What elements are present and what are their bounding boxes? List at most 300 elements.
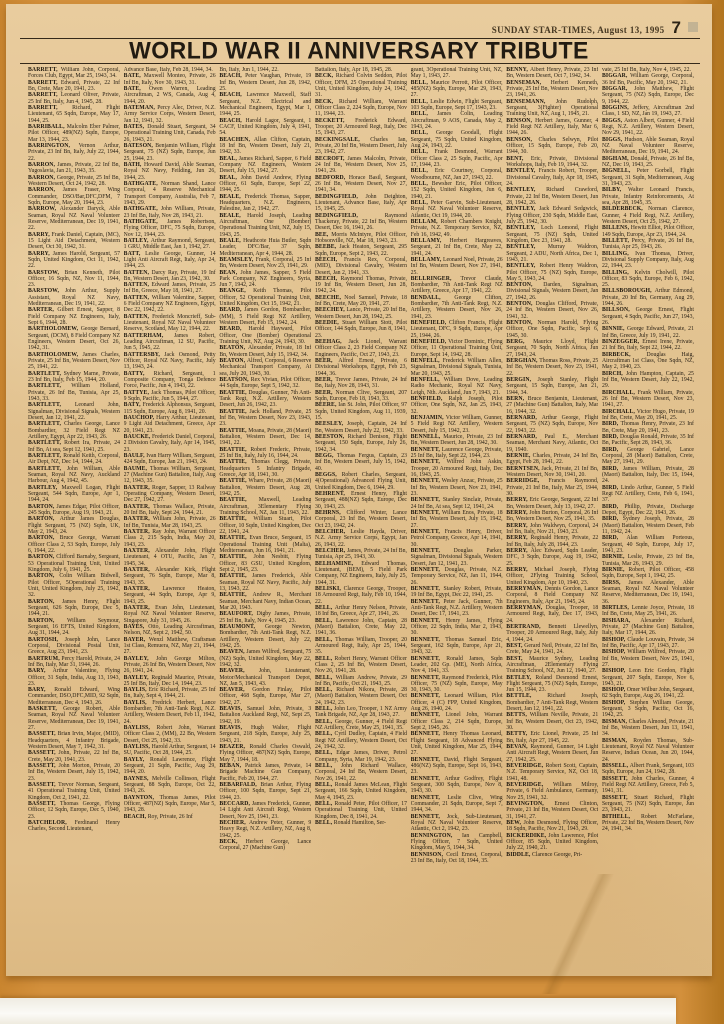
tribute-entry: BERRY, Eric George, Sergeant, 22 Inf Bn, Western Desert, July 13, 1942, 27. bbox=[506, 497, 599, 510]
surname: BEVINGTON, bbox=[506, 801, 555, 808]
surname: BENNETT, bbox=[410, 794, 448, 801]
tribute-entry: BEAL, James Richard, Sapper, 6 Field Company NZ Engineers, Western Desert, July 15, 1942, 27. bbox=[219, 155, 312, 175]
surname: BIRCHALL, bbox=[601, 408, 637, 415]
tribute-entry: BEARD, James Gordon, Bombardier, (MM), 5 Field Regt NZ Artillery, Western Desert, Feb 15, 1942, 24. bbox=[219, 307, 312, 327]
tribute-entry: BARRIBALL, Malcolm Eber Palmer, Pilot Officer, 489(NZ) Sqdn, Europe, Mar 13, 1944, 23. bbox=[28, 123, 120, 143]
obituary-column bbox=[28, 67, 120, 927]
surname: BENNETT, bbox=[410, 655, 447, 662]
surname: BISHOP, bbox=[601, 699, 630, 706]
surname: BENNETT, bbox=[410, 617, 446, 624]
tribute-entry: BEECHEY, Lance, Private, 20 Inf Bn, Western Desert, Jun 28, 1942, 25. bbox=[314, 307, 407, 320]
tribute-entry: BATY, Frederick Alphonsus, Sergeant, 115 Sqdn, Europe, Aug 8, 1941, 20. bbox=[123, 402, 216, 415]
tribute-entry: BEATTIE, Andrew R., Merchant Seaman, Merchant Navy, Indian Ocean, Mar 20, 1943. bbox=[219, 592, 312, 611]
tribute-entry: BIRD, Sydney Joseph, Private, 28 (Maori) Battalion, Western Desert, Feb 11, 1942, 24. bbox=[601, 516, 694, 535]
surname: BIRTLES, bbox=[601, 604, 632, 611]
tribute-entry: BELL, Frank Desmond, Warrant Officer Class 2, 25 Sqdn, Pacific, Apr 17, 1944, 23. bbox=[410, 149, 503, 168]
surname: BECK, bbox=[314, 73, 336, 80]
surname: BENFELL, bbox=[410, 358, 443, 365]
tribute-entry: BEATSON, Rex Vivian, Pilot Officer, 44 Sqdn, Europe, Sept 5, 1942, 32. bbox=[219, 377, 312, 390]
tribute-entry: BISHOP, William Wilfred, Private, 20 Inf Bn, Western Desert, Nov 25, 1941, 27. bbox=[601, 649, 694, 668]
tribute-entry: BENNETT, Ronald James, Sqdn Leader, 202 Gp. (ME), North Africa, Nov 4, 1941, 33. bbox=[410, 655, 503, 675]
surname: BARTLETT, bbox=[28, 465, 67, 472]
surname: BARTRUM, bbox=[28, 655, 62, 662]
surname: BILLING, bbox=[601, 269, 635, 276]
tribute-entry: BELL, Bewsher Eric, Pilot Officer, 152 Sqdn, United Kingdom, Jun 6, 1940, 21. bbox=[410, 180, 503, 200]
tribute-entry: BELL, Lawrence John, Captain, 28 (Maori) Battalion, Crete, May 22, 1941, 36. bbox=[314, 617, 407, 637]
tribute-entry: BEGG, Thomas Fergus, Captain, 23 Inf Bn, Western Desert, July 15, 1942, 40. bbox=[314, 453, 407, 472]
tribute-entry: BEACHEN, Allan Clifton, Captain, 18 Inf Bn, Western Desert, July 21, 1942, 33. bbox=[219, 136, 312, 156]
surname: BARSTOW, bbox=[28, 269, 65, 276]
surname: BELHAMINE, bbox=[314, 560, 362, 567]
tribute-entry: BELL, John Richard Wallace, Corporal, 24 Inf Bn, Western Desert, Nov 26, 1941, 22. bbox=[314, 763, 407, 782]
surname: BENEFIELD, bbox=[410, 339, 449, 346]
tribute-entry: BATLEY, Arthur Raymond, Sergeant, 1 GRU, Middle East, Jan 1, 1942, 27. bbox=[123, 237, 216, 251]
tribute-entry: BEDFORD, Horace Basil, Sergeant, 26 Inf Bn, Western Desert, Nov 27, 1941, 34. bbox=[314, 174, 407, 194]
surname: BIRD, bbox=[601, 465, 623, 472]
tribute-entry: BENSON, Charles Selwyn, Pilot Officer, 15 Sqdn, Europe, Feb 20, 1944, 30. bbox=[506, 136, 599, 156]
tribute-entry: BELL, Peter Garvin, Sub-Lieutenant, Royal NZ Naval Volunteer Reserve, Atlantic, Oct 19, 1944, 20. bbox=[410, 199, 503, 219]
surname: BEEDIE, bbox=[314, 320, 343, 327]
surname: BECK, bbox=[219, 839, 246, 846]
surname: BENFIELD, bbox=[410, 396, 449, 403]
surname: BEATTIE, bbox=[219, 554, 254, 561]
tribute-entry: BARRINGTON, Vernon Arthur, Private, 23 Inf Bn, Italy, July 22, 1944, 22. bbox=[28, 142, 120, 162]
surname: BAUCHOP, bbox=[123, 415, 157, 422]
tribute-entry: BENNISON, Cecil Ernest, Corporal, 23 Inf Bn, Italy, Oct 18, 1944, 35. bbox=[410, 851, 503, 865]
surname: BEATSON, bbox=[219, 377, 251, 384]
tribute-entry: BERNIE, Charles, Private, 24 Inf Bn, Egypt, Feb 28, 1941, 22. bbox=[506, 453, 599, 466]
surname: BIRNIE, bbox=[601, 554, 628, 561]
tribute-entry: BATE, Owen Warren, Leading Aircraftman, 2 WS, Canada, Aug 4, 1944, 20. bbox=[123, 85, 216, 105]
surname: BERRIDGE, bbox=[506, 478, 549, 485]
surname: BEAVIS, bbox=[219, 725, 251, 732]
tribute-entry: BATTERHAM, James Robert, Leading Aircraftman, 12 SU, Pacific, Jun 5, 1945, 22. bbox=[123, 332, 216, 352]
tribute-entry: BATTEN, Darcy Ray, Private, 19 Inf Bn, Western Desert, Jan 23, 1942, 30. bbox=[123, 269, 216, 282]
tribute-entry: BISHOP, Leon Eric Gordon, Flight Sergeant, 207 Sqdn, Europe, Nov 6, 1943, 21. bbox=[601, 668, 694, 687]
surname: BISHOP, bbox=[601, 636, 628, 643]
tribute-entry: BAYLEY, Reginald Maurice, Private, 25 Inf Bn, Italy, Dec 14, 1944, 23. bbox=[123, 674, 216, 687]
tribute-entry: BATCHELOR, Ferdinand Henry Charles, Second Lieutenant, bbox=[28, 820, 120, 833]
surname: BIGHAM, bbox=[601, 155, 631, 162]
surname: BEECH, bbox=[314, 256, 344, 263]
surname: BEER, bbox=[314, 377, 336, 384]
surname: BEACH, bbox=[123, 813, 148, 820]
tribute-entry: BILLENS, Hewitt Elliot, Pilot Officer, 149 Sqdn, Europe, Apr 23, 1944, 24. bbox=[601, 225, 694, 238]
surname: BAXTER, bbox=[123, 528, 153, 535]
tribute-entry: BERN, Bruce Benjamin, Lieutenant, 27 (Machine Gun) Battalion, Italy, Mar 16, 1944, 32. bbox=[506, 396, 599, 415]
surname: BECKETT, bbox=[314, 117, 356, 124]
surname: BENTLEY, bbox=[506, 187, 547, 194]
tribute-entry: BAUME, Thomas William, Sergeant, 27 (Machine Gun) Battalion, Italy, Aug 12, 1943, 35. bbox=[123, 465, 216, 485]
tribute-entry: BEDINGFIELD, John Deighton, Lieutenant, Advance Base, Italy, Apr 15, 1945, 25. bbox=[314, 193, 407, 213]
tribute-entry: BASSETT, John, Private, 22 Inf Bn, Crete, May 20, 1941, 23. bbox=[28, 750, 120, 763]
surname: BELLAM, bbox=[410, 218, 441, 225]
surname: BAYNTON, bbox=[123, 794, 160, 801]
tribute-entry: BATTEN, Edward James, Private, 25 Inf Bn, Greece, May 18, 1941, 27. bbox=[123, 282, 216, 295]
tribute-entry: BARTON, Bruce George, Warrant Officer Class 2, 53 Sqdn, Europe, July 6, 1944, 22. bbox=[28, 535, 120, 554]
surname: BELL, bbox=[314, 731, 335, 738]
tribute-entry: BELCHER, Leslie Hayda, Driver, N.Z. Army Service Corps, Egypt, Jan 26, 1943, 22. bbox=[314, 528, 407, 548]
surname: BERGHAN, bbox=[506, 358, 540, 365]
tribute-entry: BELL, Cyril Dudley, Captain, 4 Field Regt NZ Artillery, Western Desert, Oct 24, 1942, 32. bbox=[314, 731, 407, 751]
tribute-entry: BINZEGGER, Ernest Irene, Private, 21 Inf Bn, Italy, Sept 22, 1944, 22. bbox=[601, 339, 694, 352]
surname: BEERE, bbox=[314, 402, 339, 409]
surname: BEDINGFIELD, bbox=[314, 212, 385, 219]
surname: BELL, bbox=[314, 687, 337, 694]
surname: BEAUMONT, bbox=[219, 623, 266, 630]
surname: BENTON, bbox=[506, 320, 538, 327]
tribute-entry: BAXTER, Alexander Kirk, Flight Sergeant, 76 Sqdn, Europe, Mar 8, 1943, 35. bbox=[123, 566, 216, 586]
tribute-entry: BECCARD, James Frederick, Gunner, 14 Light Anti Aircraft Regt, Western Desert, Nov 25, 1941, 23. bbox=[219, 801, 312, 820]
surname: BEDINGFIELD, bbox=[314, 193, 366, 200]
surname: BARRIBALL, bbox=[28, 123, 67, 130]
tribute-entry: BELL, Maurice Perrott, Pilot Officer, 485(NZ) Sqdn, Europe, Mar 29, 1943, 27. bbox=[410, 79, 503, 99]
tribute-entry: BENSEMAN, Herbert Kenneth, Private, 25 Inf Bn, Western Desert, Nov 23, 1941, 26. bbox=[506, 79, 599, 99]
surname: BETTY, bbox=[506, 731, 531, 738]
tribute-entry: Battalion, Italy, Apr 18, 1945, 28. bbox=[314, 67, 393, 73]
surname: BARTON, bbox=[28, 554, 57, 561]
tribute-entry: BEESLEY, Joseph, Captain, 24 Inf Bn, Western Desert, July 22, 1942, 33. bbox=[314, 421, 407, 434]
surname: BATTEN, bbox=[123, 313, 153, 320]
surname: BENNETT, bbox=[410, 598, 444, 605]
tribute-entry: BIGGINS, Jeffery, Aircraftman 2nd Class, 1 SD, NZ, Jan 19, 1943, 27. bbox=[601, 104, 694, 118]
tribute-entry: BILLING, Ivan Thomas, Driver, Divisional Supply Company, Italy, Aug 22, 1944, 23. bbox=[601, 250, 694, 270]
surname: BERRY, bbox=[506, 535, 531, 542]
tribute-entry: BENEFIELD, Clifton Francis, Flight Lieutenant, DFC, 9 Sqdn, Europe, Apr 25, 1944, 26. bbox=[410, 320, 503, 339]
tribute-entry: BARTLEY, Maxwell Logan, Flight Sergeant, 544 Sqdn, Europe, Apr 1, 1944, 24. bbox=[28, 484, 120, 504]
surname: BEATTIE, bbox=[219, 408, 250, 415]
tribute-entry: BEATTIE, Thomas Clegg, Private, Headquarters 5 Infantry Brigade, Greece, Apr 18, 1941, 30. bbox=[219, 459, 312, 478]
surname: BAYLIS, bbox=[123, 687, 149, 694]
tribute-entry: BAXTER, William John, Private, 26 Inf Bn, Tunisia, Mar 28, 1943, 25. bbox=[123, 516, 216, 529]
tribute-entry: BIRD, James William, Private, 28 (Maori) Battalion, Italy, Dec 15, 1944, 24. bbox=[601, 465, 694, 485]
surname: BEATON, bbox=[219, 358, 247, 365]
surname: BENNELL, bbox=[410, 434, 444, 441]
surname: BAYLISS, bbox=[123, 725, 157, 732]
surname: BELL, bbox=[410, 149, 435, 156]
tribute-entry: BEAMSLEY, Frank, Corporal, 25 Inf Bn, Western Desert, Nov 23, 1941, 29. bbox=[219, 256, 312, 270]
tribute-entry: BELL, James Colin, Leading Aircraftman, 9 AOS, Canada, May 2, 1943, 24. bbox=[410, 111, 503, 130]
tribute-entry: BETTLE, Richard Joseph, Bombardier, 7 Anti-Tank Regt, Western Desert, Jan 12, 1941, 22. bbox=[506, 693, 599, 713]
tribute-entry: BEAVEN, James Wilfred, Sergeant, 75 (NZ) Sqdn, United Kingdom, May 22, 1942, 32. bbox=[219, 649, 312, 668]
tribute-entry: BELL, Ronald Peter, Pilot Officer, 17 Operational Training Unit, United Kingdom, Dec 8, 1941, 24. bbox=[314, 801, 407, 820]
tribute-entry: BAXTER, Lawrence Heaton, Sergeant, 44 Sqdn, Europe, Apr 9, 1943, 25. bbox=[123, 585, 216, 605]
surname: BATTY, bbox=[123, 370, 154, 377]
tribute-entry: BIRD, Thomas Henry, Private, 23 Inf Bn, Crete, May 20, 1941, 23. bbox=[601, 421, 694, 434]
surname: BAUME, bbox=[123, 465, 151, 472]
tribute-entry: BEATTIE, Whare, Private, 28 (Maori) Battalion, Western Desert, Aug 28, 1942, 25. bbox=[219, 478, 312, 497]
tribute-entry: BEAL, John David Andrew, Flying Officer, 61 Sqdn, Europe, Sept 22, 1944, 25. bbox=[219, 174, 312, 194]
surname: BENSEMANN, bbox=[506, 98, 556, 105]
surname: BARRETT, bbox=[28, 92, 61, 99]
surname: BELL, bbox=[410, 98, 431, 105]
surname: BEAL, bbox=[219, 174, 241, 181]
surname: BENNETT, bbox=[410, 636, 446, 643]
surname: BEATTIE, bbox=[219, 389, 249, 396]
surname: BELL, bbox=[314, 636, 336, 643]
surname: BEECHE, bbox=[314, 294, 345, 301]
surname: BEESTON, bbox=[314, 434, 348, 441]
tribute-entry: BEST, Maurice Sydney, Leading Aircraftman, 2Elementary Flying Training School, NZ, Jun 12, 1940, 27. bbox=[506, 655, 599, 675]
surname: BAUCKE, bbox=[123, 434, 152, 441]
surname: BEST, bbox=[506, 655, 530, 662]
surname: BEALE, bbox=[219, 193, 245, 200]
surname: BATT, bbox=[123, 250, 146, 257]
surname: BELL, bbox=[314, 655, 335, 662]
tribute-entry: BIRCHALL, Frank William, Private, 26 Inf Bn, Western Desert, Nov 23, 1941, 27. bbox=[601, 389, 694, 409]
tribute-entry: BILBY, Walter Leonard Francis, Private, Infantry Reinforcements, At sea, Apr 28, 1945, 35. bbox=[601, 187, 694, 206]
surname: BEAUFORT, bbox=[219, 611, 257, 618]
surname: BARRON, bbox=[28, 174, 57, 181]
tribute-entry: BENNETT, Douglas Parker, Signalman, Divisional Signals, Western Desert, Jan 12, 1941, 23. bbox=[410, 547, 503, 567]
tribute-entry: BENNETT, Francis Henry, Driver, Petrol Company, Greece, Apr 14, 1941, 30. bbox=[410, 528, 503, 548]
surname: BISSELL, bbox=[601, 763, 630, 770]
surname: BAXTER, bbox=[123, 484, 152, 491]
tribute-entry: BELL, George Goodall, Flight Sergeant, 75 Sqdn, United Kingdom, Aug 24, 1943, 22. bbox=[410, 130, 503, 149]
tribute-entry: BIDDLE, Clarence George, Pri- bbox=[506, 851, 583, 858]
tribute-entry: BELL, Eric Courtney, Corporal, Woodbourne, NZ, Jan 27, 1943, 22. bbox=[410, 168, 503, 181]
tribute-entry: BELISKI, Clarence George, Trooper, 18 Armoured Regt, Italy, Feb 10, 1944, 22. bbox=[314, 585, 407, 605]
tribute-entry: BEECH, Francis Rex, Corporal, (MID), Divisional Cavalry, Western Desert, Jan 2, 1941, 33. bbox=[314, 256, 407, 276]
surname: BAYLIS, bbox=[123, 699, 153, 706]
tribute-entry: BARTON, Colin William Bidwell, Pilot Officer, 5Operational Training Unit, United Kingdom, July 25, 1942, 32. bbox=[28, 573, 120, 599]
surname: BEALE, bbox=[219, 237, 244, 244]
tribute-entry: BIRTLES, Lennie Joyce, Private, 18 Inf Bn, Crete, May 25, 1941, 26. bbox=[601, 604, 694, 618]
tribute-entry: BEST, Gerard Neil, Private, 22 Inf Bn, Crete, May 24, 1941, 24. bbox=[506, 642, 599, 656]
tribute-entry: BARTER, Gilbert Ernest, Sapper, 8 Field Company NZ Engineers, Italy, Sept 6, 1944, 28. bbox=[28, 307, 120, 327]
tribute-entry: BEAUFORT, Digby James, Private, 25 Inf Bn, Italy, Nov 4, 1945, 23. bbox=[219, 611, 312, 624]
tribute-entry: BENT, Eric, Private, Divisional Workshops, Italy, Feb 19, 1944, 32. bbox=[506, 155, 599, 168]
surname: BENTLEY, bbox=[506, 225, 541, 232]
surname: BERNARD, bbox=[506, 434, 545, 441]
tribute-entry: BARY, Arthur Valentine, Flying Officer, 31 Sqdn, India, Aug 13, 1943, 23. bbox=[28, 668, 120, 687]
tribute-entry: BEALE, Frederick Thomas, Sapper, Headquarters, N.Z. Engineers, Palestine, Jan 2, 1942, 27. bbox=[219, 193, 312, 213]
surname: BITHELL, bbox=[601, 813, 642, 820]
tribute-entry: BARRETT, William John, Corporal, Forces Club, Egypt, Mar 25, 1943, 34. bbox=[28, 67, 120, 80]
surname: BENTLEY, bbox=[506, 168, 539, 175]
surname: BELCHER, bbox=[314, 528, 351, 535]
tribute-entry: BATHGATE, John William, Private, 23 Inf Bn, Italy, Nov 28, 1943, 21. bbox=[123, 206, 216, 219]
tribute-entry: BIRD, Phillip, Private, Discharge Depot, Egypt, Dec 22, 1943, 26. bbox=[601, 503, 694, 516]
surname: BEBARFALD, bbox=[219, 782, 261, 789]
surname: BIRCHALL, bbox=[601, 389, 638, 396]
surname: BARRETT, bbox=[28, 67, 61, 73]
surname: BARTON, bbox=[28, 503, 57, 510]
surname: BELL, bbox=[410, 111, 438, 118]
tribute-entry: BARTLETT, Leonard John, Signalman, Divisional Signals, Western Desert, Jan 12, 1941, 22. bbox=[28, 402, 120, 422]
tribute-entry: BARTON, James Edgar, Pilot Officer, 245 Sqdn, Europe, Aug 19, 1943, 21. bbox=[28, 503, 120, 516]
surname: BENNETT, bbox=[410, 509, 442, 516]
surname: BILBY, bbox=[601, 187, 629, 194]
tribute-entry: BARSTOW, Brian Kenneth, Pilot Officer, 16 Sqdn, NZ, Nov 11, 1944, 23. bbox=[28, 269, 120, 289]
tribute-entry: BETTY, Eric Lionel, Private, 25 Inf Bn, Italy, Apr 27, 1945, 22. bbox=[506, 731, 599, 744]
tribute-entry: BELL, Richard Nikora, Private, 28 (Maori) Battalion, Western Desert, Oct 24, 1942, 23. bbox=[314, 687, 407, 706]
tribute-entry: BEVERIDGE, William Milroy, Private, 6 Field Ambulance, Germany, Nov 25, 1941, 32. bbox=[506, 782, 599, 801]
surname: BEW, bbox=[506, 820, 524, 827]
surname: BENSON, bbox=[506, 136, 539, 143]
surname: BEECHEY, bbox=[314, 307, 347, 314]
tribute-entry: BEACH, Roy, Private, 26 Inf bbox=[123, 813, 193, 820]
tribute-entry: BENTLEY, Jack Edward Sedgwick, Flying Officer, 230 Sqdn, Middle East, July 25, 1942, 30. bbox=[506, 206, 599, 225]
obituary-column bbox=[315, 67, 407, 927]
surname: BARTON, bbox=[28, 598, 62, 605]
tribute-entry: BENNETT, Lionel John, Warrant Officer Class 2, 214 Sqdn, Europe, Sept 2, 1945, 26. bbox=[410, 712, 503, 732]
tribute-entry: BIRD, Douglas Ronald, Private, 35 Inf Bn, Pacific, Sept 28, 1943, 36. bbox=[601, 434, 694, 447]
surname: BARTLETT, bbox=[28, 402, 75, 409]
tribute-entry: BAXTER, Evan John, Lieutenant, Royal NZ Naval Volunteer Reserve, Singapore, July 31, 1945, 26. bbox=[123, 604, 216, 624]
tribute-entry: BECROFT, James Malcolm, Private, 24 Inf Bn, Western Desert, Nov 25, 1941, 29. bbox=[314, 155, 407, 175]
tribute-entry: BERNTSEN, Jack, Private, 21 Inf Bn, Western Desert, Nov 30, 1941, 20. bbox=[506, 465, 599, 478]
surname: BENNETT, bbox=[410, 459, 447, 466]
surname: BEATTIE, bbox=[219, 478, 249, 485]
surname: BINZEGGER, bbox=[601, 339, 643, 346]
tribute-columns bbox=[28, 67, 694, 927]
tribute-entry: BAXTER, Alexander John, Flight Lieutenant, 4 OTU, Pacific, Jan 7, 1945, 34. bbox=[123, 547, 216, 567]
surname: BIRBECK, bbox=[601, 351, 647, 358]
surname: BATH, bbox=[123, 161, 144, 168]
obituary-column bbox=[219, 67, 311, 927]
surname: BERRYMAN, bbox=[506, 604, 546, 611]
tribute-entry: BILLING, Kelvin Cholwill, Pilot Officer, 83 Sqdn, Europe, Feb 6, 1942, 25. bbox=[601, 269, 694, 289]
surname: BEARD, bbox=[219, 326, 249, 333]
tribute-entry: BEER, Trevor James, Private, 24 Inf Bn, Italy, Nov 28, 1943, 31. bbox=[314, 377, 407, 390]
surname: BAYLISS, bbox=[123, 744, 152, 751]
surname: BENNY, bbox=[506, 67, 531, 73]
tribute-entry: BAYLEY, John George Milton, Private, 26 Inf Bn, Western Desert, Nov 26, 1941, 24. bbox=[123, 655, 216, 675]
surname: BEVERIDGE, bbox=[506, 763, 546, 770]
surname: BERRY, bbox=[506, 509, 530, 516]
surname: BATCHELOR, bbox=[28, 820, 75, 827]
tribute-entry: BATH, Howard David, Able Seaman, Royal NZ Navy, Feilding, Jun 26, 1944, 23. bbox=[123, 161, 216, 181]
tribute-entry: BENNETT, William Enos, Private, 18 Inf Bn, Western Desert, July 15, 1942, 27. bbox=[410, 509, 503, 529]
tribute-entry: BASSETT, Thomas George, Flying Officer, 12 Sqdn, Europe, Dec 5, 1940, 23. bbox=[28, 801, 120, 820]
surname: BIRCH, bbox=[601, 370, 626, 377]
tribute-entry: BENNETT, Leslie Clive, Wing Commander, 21 Sqdn, Europe, Sept 7, 1944, 34. bbox=[410, 794, 503, 814]
tribute-entry: BERRIDGE, Francis Raymond, Private, 21 Inf Bn, Italy, Mar 25, 1944, 30. bbox=[506, 478, 599, 497]
surname: BECKINGSALE, bbox=[314, 136, 371, 143]
tribute-entry: BATTERSBY, Jack Osmond, Petty Officer, Royal NZ Navy, Pacific, July 13, 1943, 24. bbox=[123, 351, 216, 371]
tribute-entry: BENTON, Douglas Clifford, Private, 24 Inf Bn, Western Desert, Nov 26, 1941, 32. bbox=[506, 301, 599, 320]
surname: BEBAN, bbox=[219, 763, 245, 770]
surname: BEARD, bbox=[219, 307, 245, 314]
surname: BELCHER, bbox=[314, 547, 347, 554]
surname: BENNETT, bbox=[410, 756, 444, 763]
surname: BELLRINGER, bbox=[410, 275, 461, 282]
surname: BATY, bbox=[123, 402, 143, 409]
tribute-entry: BELLAM, Robert Chambers Knight, Private, N.Z. Temporary Service, NZ, Feb 16, 1942, 49. bbox=[410, 218, 503, 238]
tribute-entry: BARRON, James Fraser, Wing Commander, DSO/Bar,DFC,DFM, 7 Sqdn, Europe, May 20, 1944, 23. bbox=[28, 187, 120, 206]
tribute-entry: BIGGS, Aston Albert, Gunner, 4 Field Regt, N.Z. Artillery, Western Desert, Nov 29, 1941, 22. bbox=[601, 117, 694, 137]
surname: BENTLEY, bbox=[506, 244, 548, 251]
surname: BILLETT, bbox=[601, 237, 632, 244]
surname: BARTHOLOMEW, bbox=[28, 326, 81, 333]
tribute-entry: BARTLETT, William Holland, Private, 26 Inf Bn, Tunisia, Apr 25, 1943, 33. bbox=[28, 383, 120, 403]
surname: BELL, bbox=[410, 130, 437, 137]
surname: BEAL, bbox=[219, 155, 239, 162]
tribute-entry: BARTLETT, Robert Ira, Private, 24 Inf Bn, At sea, Sept 12, 1941, 25. bbox=[28, 440, 120, 453]
tribute-entry: BENFIELD, Ralph Joseph, Pilot Officer, One Sqdn, NZ, Jan 25, 1943, 32. bbox=[410, 396, 503, 415]
surname: BEATTIE, bbox=[219, 446, 251, 453]
surname: BELL, bbox=[410, 79, 431, 86]
surname: BATE, bbox=[123, 73, 144, 80]
tribute-entry: BEACH, Peter Vaughan, Private, 19 Inf Bn, Western Desert, Jun 28, 1942, 25. bbox=[219, 73, 312, 92]
tribute-entry: BENTLEY, Richard Crawford, Private, 22 Inf Bn, Western Desert, Jun 28, 1942, 26. bbox=[506, 187, 599, 206]
surname: BATES, bbox=[123, 123, 148, 130]
tribute-entry: BATTYE, Jack Thomas, Pilot Officer, 9 Sqdn, Pacific, Jun 5, 1944, 27. bbox=[123, 389, 216, 403]
surname: BATTEN, bbox=[123, 282, 152, 289]
tribute-entry: BERG, Maurice Lloyd, Flight Sergeant, 70 Sqdn, North Africa, Jun 27, 1943, 24. bbox=[506, 339, 599, 358]
surname: BENEFIELD, bbox=[410, 320, 449, 327]
obituary-column bbox=[506, 67, 598, 927]
tribute-entry: BENFELL, William Dove, Leading Radio Mechanic, Royal NZ Navy, Leigh, Nth. Auckland, Jun 7, 1943, 21. bbox=[410, 377, 503, 396]
tribute-entry: BEAVER, John, Lieutenant, Motor/Mechanical Transport Depot, NZ, Jan 5, 1943, 43. bbox=[219, 668, 312, 687]
tribute-entry: BENJAMIN, Victor William, Gunner, 5 Field Regt NZ Artillery, Western Desert, July 15, 1942, 23. bbox=[410, 415, 503, 434]
surname: BARTOSH, bbox=[28, 636, 65, 643]
tribute-entry: BENEFIELD, Victor Dominic, Flying Officer, 11 Operational Training Unit, Europe, Sept 14, 1942, 28. bbox=[410, 339, 503, 358]
surname: BELL, bbox=[410, 180, 432, 187]
surname: BILLENS, bbox=[601, 225, 631, 232]
tribute-entry: BECK, Richard Colvin Seddon, Pilot Officer, DFM, 25 Operational Training Unit, United Kingdom, July 24, 1942, 31. bbox=[314, 73, 407, 99]
tribute-entry: BILLSBOROUGH, Arthur Edmond, Private, 20 Inf Bn, Germany, Aug 29, 1944, 26. bbox=[601, 288, 694, 308]
surname: BEST, bbox=[506, 642, 525, 649]
tribute-entry: BILDERBECK, Norman Clarence, Gunner, 4 Field Regt, N.Z. Artillery, Western Desert, Oct 25, 1942, 27. bbox=[601, 206, 694, 225]
surname: BENNETT, bbox=[410, 813, 447, 820]
tribute-entry: BENTLEY, Robert Henry Waldron, Pilot Officer, 75 (NZ) Sqdn, Europe, May 5, 1943, 24. bbox=[506, 263, 599, 282]
tribute-entry: BAUCHOP, Harry Arthur, Lieutenant, 9 Light Aid Detachment, Greece, Apr 20, 1941, 23. bbox=[123, 415, 216, 434]
tribute-entry: BAYLIS, Fredrick Herbert, Lance Bombardier, 7th Anti-Tank Regt, N.Z. Artillery, Western Desert, Feb 11, 1942, 24. bbox=[123, 699, 216, 725]
tribute-entry: BEACH, Harold Lagor, Sergeant, 1 CACF, United Kingdom, July 4, 1941, 54. bbox=[219, 117, 312, 137]
surname: BEGGS, bbox=[314, 472, 342, 478]
tribute-entry: BENNETT, Leonard William, Pilot Officer, 4 (C) FPP, United Kingdom, Aug 26, 1940, 24. bbox=[410, 693, 503, 713]
tribute-entry: BAYLISS, Harold Arthur, Sergeant, 14 SU, Pacific, Oct 28, 1944, 25. bbox=[123, 744, 216, 757]
tribute-entry: BISHARA, Alexander Richard, Private, 27 (Machine Gun) Battalion, Italy, Mar 17, 1944, 26. bbox=[601, 617, 694, 637]
surname: BEEHAG, bbox=[314, 339, 349, 346]
surname: BAYLY, bbox=[123, 756, 150, 763]
page-title: WORLD WAR II ANNIVERSARY TRIBUTE bbox=[129, 36, 589, 64]
surname: BIRD, bbox=[601, 516, 623, 523]
surname: BISHOP, bbox=[601, 687, 627, 694]
surname: BEDFORD, bbox=[314, 174, 349, 181]
tribute-entry: BIRD, Lindo Arthur, Gunner, 5 Field Regt NZ Artillery, Crete, Feb 6, 1941, 37. bbox=[601, 484, 694, 504]
surname: BAXTER, bbox=[123, 503, 154, 510]
tribute-entry: BAULF, Ivan Harry William, Sergeant, 424 Sqdn, Europe, Jan 21, 1943, 24. bbox=[123, 453, 216, 466]
surname: BELL, bbox=[314, 763, 341, 770]
page-corner-mark bbox=[688, 22, 698, 32]
tribute-entry: BENTON, Darden, Signalman, Divisional Signals, Western Desert, Jan 27, 1942, 26. bbox=[506, 282, 599, 301]
tribute-entry: BEER, Norman Clive, Sergeant, 207 Sqdn, Europe, Feb 18, 1943, 33. bbox=[314, 389, 407, 403]
surname: BELL, bbox=[314, 706, 335, 713]
surname: BERG, bbox=[506, 339, 534, 346]
surname: BAYER, bbox=[123, 636, 149, 643]
tribute-entry: BERRY, John Burton, Corporal, 26 Inf Bn, Western Desert, Nov 25, 1941, 35. bbox=[506, 509, 599, 523]
tribute-entry: BIRNIE, Leslie, Private, 23 Inf Bn, Tunisia, Mar 26, 1943, 29. bbox=[601, 554, 694, 567]
tribute-entry: BENTON, Norman Harold, Flying Officer, One Sqdn, Pacific, Sept 6, 1945, 30. bbox=[506, 320, 599, 339]
surname: BATTYE, bbox=[123, 389, 152, 396]
surname: BAYLEY, bbox=[123, 674, 152, 681]
surname: BENNETT, bbox=[410, 585, 444, 592]
surname: BARTLETT, bbox=[28, 440, 65, 447]
surname: BIDDLE, bbox=[506, 851, 533, 858]
tribute-entry: BEAVER, Gordon Finlay, Pilot Officer, 468 Sqdn, Europe, Mar 27, 1942, 27. bbox=[219, 687, 312, 706]
tribute-entry: BELL, John Leo, Trooper, 1 NZ Army Tank Brigade, NZ, Apr 28, 1943, 27. bbox=[314, 706, 407, 719]
tribute-entry: BISHOP, Claude Louvain, Private, 34 Inf Bn, Pacific, Apr 17, 1943, 27. bbox=[601, 636, 694, 649]
surname: BATLEY, bbox=[123, 237, 151, 244]
surname: BARTLEY, bbox=[28, 484, 62, 491]
tribute-entry: BARRON, George, Private, 25 Inf Bn, Western Desert, Oct 24, 1942, 28. bbox=[28, 174, 120, 187]
obituary-column bbox=[602, 67, 694, 927]
surname: BENNETT, bbox=[410, 497, 443, 504]
tribute-entry: BAXTER, Roger, Sapper, 13 Railway Operating Company, Western Desert, Dec 27, 1942, 27. bbox=[123, 484, 216, 504]
